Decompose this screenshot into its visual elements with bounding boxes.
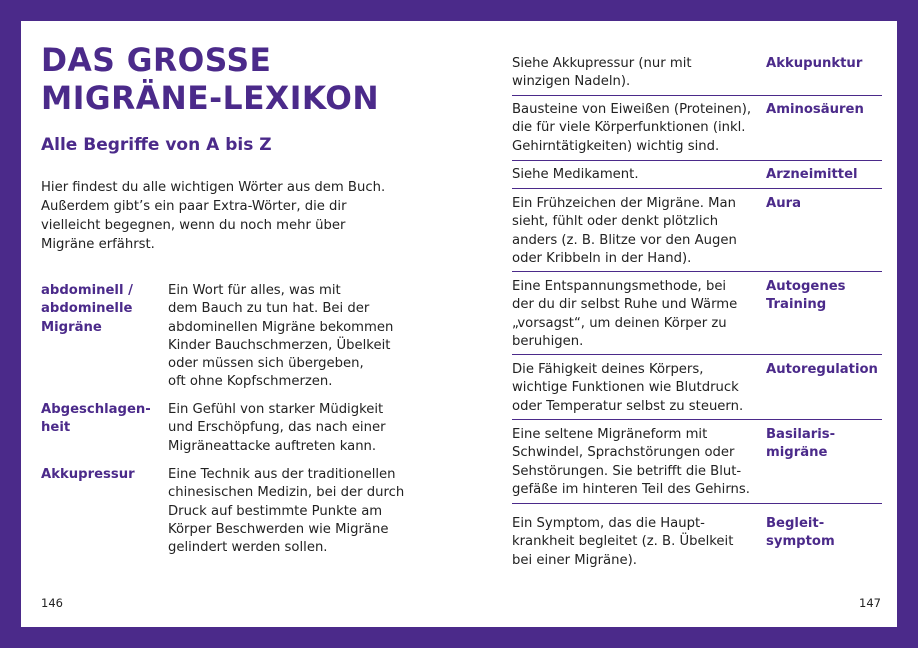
page-number-left: 146 xyxy=(41,596,63,610)
intro-line: Außerdem gibt’s ein paar Extra-Wörter, die dir xyxy=(41,199,347,214)
intro-line: Hier findest du alle wichtigen Wörter aus dem Buch. xyxy=(41,180,386,195)
separator xyxy=(512,503,882,504)
page-title xyxy=(41,41,379,117)
entry-definition: Die Fähigkeit deines Körpers, wichtige Funktionen wie Blutdruck oder Temperatur selbst zu steuern. xyxy=(512,362,744,414)
separator xyxy=(512,95,882,96)
entry-definition: Eine Technik aus der traditionellen chinesischen Medizin, bei der durch Druck auf bestimmte Punkte am Körper Beschwerden wie Migräne gelindert werden sollen. xyxy=(168,467,405,556)
entry-definition: Ein Wort für alles, was mit dem Bauch zu tun hat. Bei der abdominellen Migräne bekommen Kinder Bauchschmerzen, Übelkeit oder müssen sich übergeben, oft ohne Kopfschmerzen. xyxy=(168,283,394,390)
entry-term: abdominell / abdominelle Migräne xyxy=(41,283,133,335)
entry-definition: Ein Frühzeichen der Migräne. Man sieht, fühlt oder denkt plötzlich anders (z. B. Blitze vor den Augen oder Kribbeln in der Hand). xyxy=(512,196,737,266)
book-spread xyxy=(21,21,897,627)
separator xyxy=(512,271,882,272)
entry-term: Aminosäuren xyxy=(766,102,864,117)
intro-line: vielleicht begegnen, wenn du noch mehr über xyxy=(41,218,346,233)
subtitle: Alle Begriffe von A bis Z xyxy=(41,135,272,155)
entry-term: Begleit- symptom xyxy=(766,516,835,550)
entry-definition: Eine Entspannungsmethode, bei der du dir selbst Ruhe und Wärme „vorsagst“, um deinen Körper zu beruhigen. xyxy=(512,279,738,349)
entry-term: Autogenes Training xyxy=(766,279,846,313)
entry-definition: Siehe Medikament. xyxy=(512,167,639,182)
entry-term: Arzneimittel xyxy=(766,167,858,182)
separator xyxy=(512,354,882,355)
entry-definition: Bausteine von Eiweißen (Proteinen), die für viele Körperfunktionen (inkl. Gehirntätigkeiten) wichtig sind. xyxy=(512,102,752,154)
title-line: MIGRÄNE-LEXIKON xyxy=(41,79,380,117)
entry-term: Autoregulation xyxy=(766,362,878,377)
entry-definition: Eine seltene Migräneform mit Schwindel, Sprachstörungen oder Sehstörungen. Sie betrifft die Blut- gefäße im hinteren Teil des Gehirns. xyxy=(512,427,750,497)
entry-term: Abgeschlagen- heit xyxy=(41,402,151,436)
entry-definition: Ein Symptom, das die Haupt- krankheit begleitet (z. B. Übelkeit bei einer Migräne). xyxy=(512,516,734,568)
entry-term: Akkupunktur xyxy=(766,56,863,71)
title-line: DAS GROSSE xyxy=(41,41,272,79)
intro-line: Migräne erfährst. xyxy=(41,237,155,252)
entry-definition: Ein Gefühl von starker Müdigkeit und Erschöpfung, das nach einer Migräneattacke auftreten kann. xyxy=(168,402,386,454)
page-number-right: 147 xyxy=(859,596,881,610)
separator xyxy=(512,188,882,189)
entry-term: Akkupressur xyxy=(41,467,135,482)
entry-term: Basilaris- migräne xyxy=(766,427,836,461)
intro-text xyxy=(41,178,411,254)
entry-term: Aura xyxy=(766,196,801,211)
separator xyxy=(512,160,882,161)
entry-definition: Siehe Akkupressur (nur mit winzigen Nadeln). xyxy=(512,56,692,90)
separator xyxy=(512,419,882,420)
